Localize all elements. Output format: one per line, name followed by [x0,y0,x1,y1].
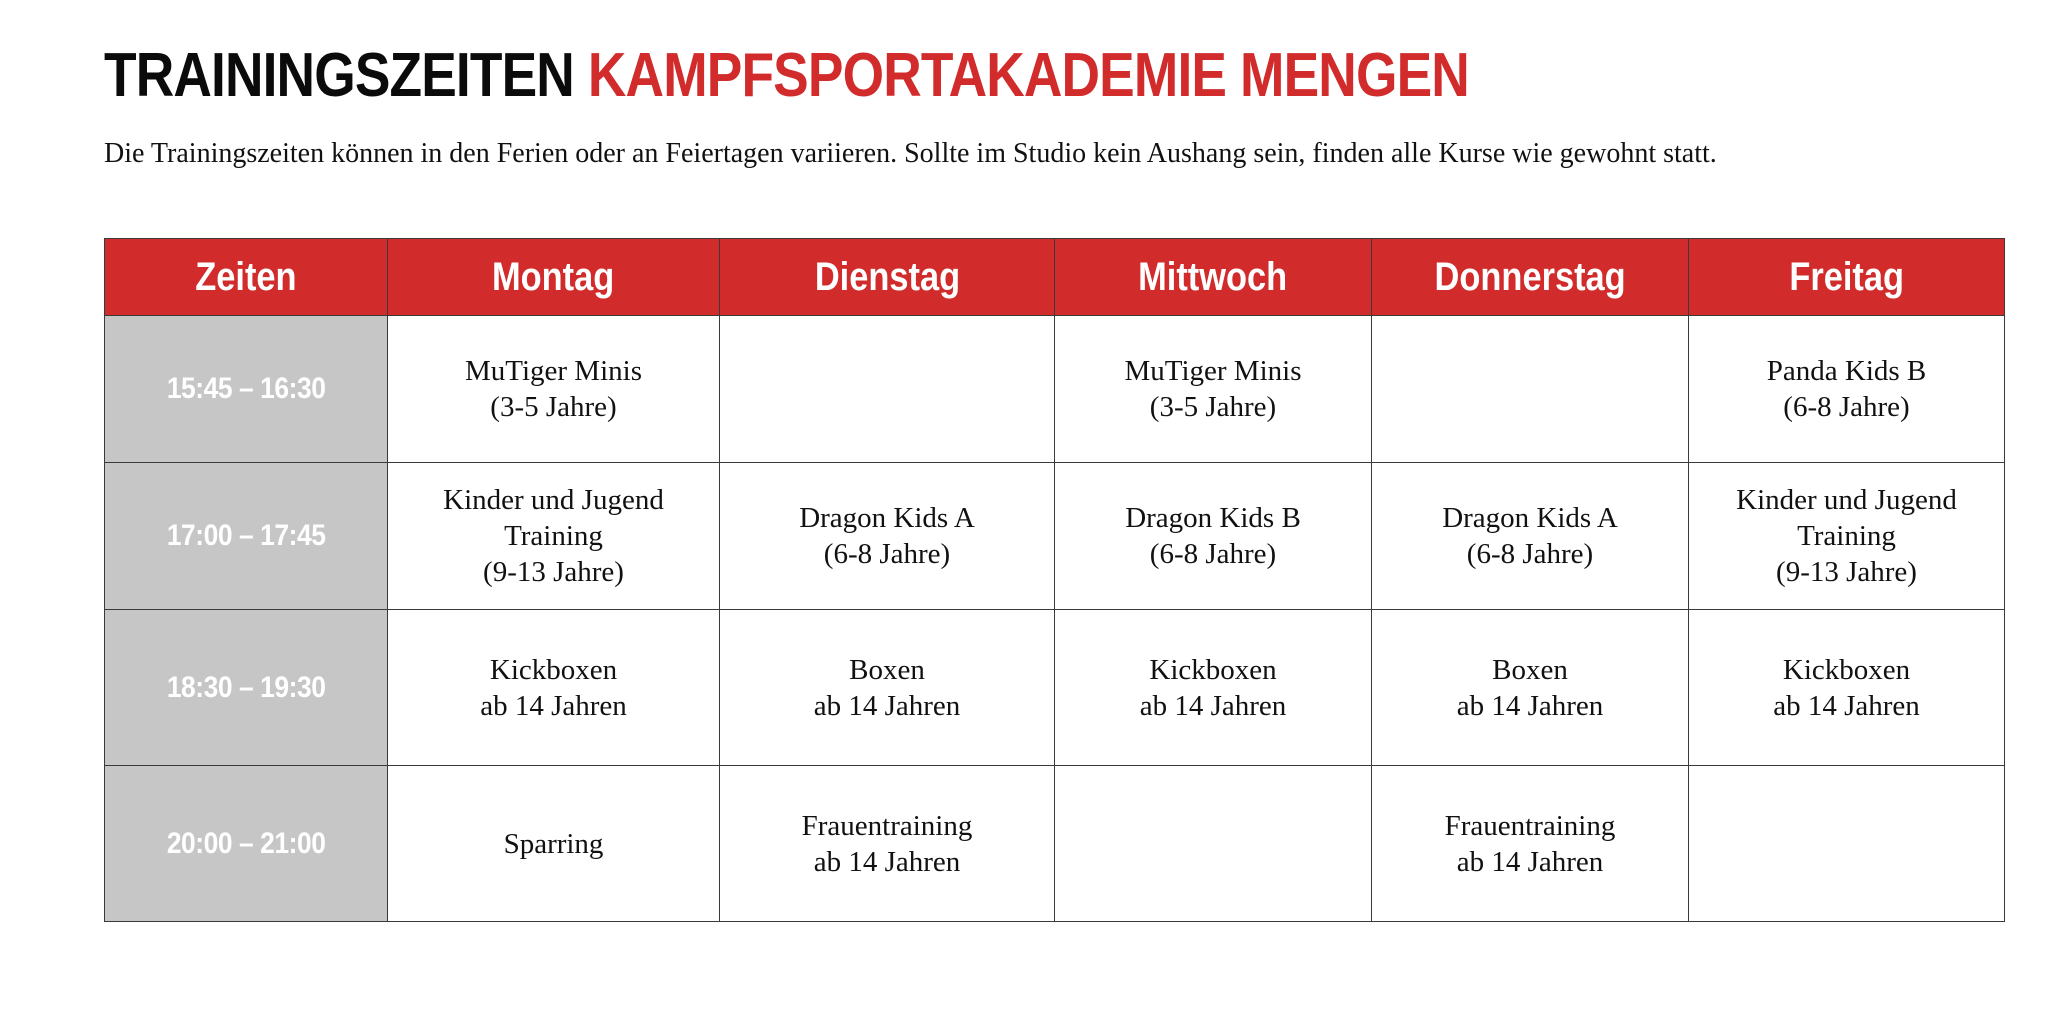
course-cell: Panda Kids B (6-8 Jahre) [1689,316,2005,463]
course-cell: Frauentraining ab 14 Jahren [1372,766,1689,922]
course-cell: Dragon Kids A (6-8 Jahre) [720,463,1055,610]
page-title [104,38,1469,114]
time-cell [105,463,388,610]
course-cell [1055,766,1372,922]
header-label: Freitag [1789,254,1904,299]
header-label: Montag [492,254,615,299]
header-donnerstag [1372,239,1689,316]
header-mittwoch [1055,239,1372,316]
table-row [105,316,2005,463]
course-cell: Dragon Kids B (6-8 Jahre) [1055,463,1372,610]
time-cell [105,316,388,463]
course-cell: Kinder und Jugend Training (9-13 Jahre) [388,463,720,610]
course-cell: Kickboxen ab 14 Jahren [1055,610,1372,766]
header-label: Mittwoch [1138,254,1288,299]
header-dienstag [720,239,1055,316]
header-label: Donnerstag [1434,254,1626,299]
course-cell: Boxen ab 14 Jahren [720,610,1055,766]
header-zeiten [105,239,388,316]
header-label: Zeiten [195,254,297,299]
time-label: 17:00 – 17:45 [166,519,326,552]
course-cell: Boxen ab 14 Jahren [1372,610,1689,766]
title-part-1: TRAININGSZEITEN [104,41,574,110]
course-cell: Dragon Kids A (6-8 Jahre) [1372,463,1689,610]
course-cell: Kinder und Jugend Training (9-13 Jahre) [1689,463,2005,610]
title-part-2: KAMPFSPORTAKADEMIE MENGEN [587,41,1469,110]
schedule-table [104,238,2005,922]
header-freitag [1689,239,2005,316]
time-label: 15:45 – 16:30 [166,372,326,405]
time-cell [105,610,388,766]
course-cell [1689,766,2005,922]
header-label: Dienstag [814,254,960,299]
table-row [105,766,2005,922]
course-cell: Kickboxen ab 14 Jahren [388,610,720,766]
time-label: 20:00 – 21:00 [166,826,326,860]
table-row [105,610,2005,766]
time-label: 18:30 – 19:30 [166,670,326,704]
time-cell [105,766,388,922]
course-cell [1372,316,1689,463]
table-row [105,463,2005,610]
header-row [105,239,2005,316]
course-cell: Sparring [388,766,720,922]
course-cell [720,316,1055,463]
course-cell: Kickboxen ab 14 Jahren [1689,610,2005,766]
course-cell: MuTiger Minis (3-5 Jahre) [1055,316,1372,463]
course-cell: MuTiger Minis (3-5 Jahre) [388,316,720,463]
header-montag [388,239,720,316]
intro-text: Die Trainingszeiten können in den Ferien oder an Feiertagen variieren. Sollte im Studio kein Aushang sein, finden alle Kurse wie gewohnt statt. [104,138,1717,169]
course-cell: Frauentraining ab 14 Jahren [720,766,1055,922]
